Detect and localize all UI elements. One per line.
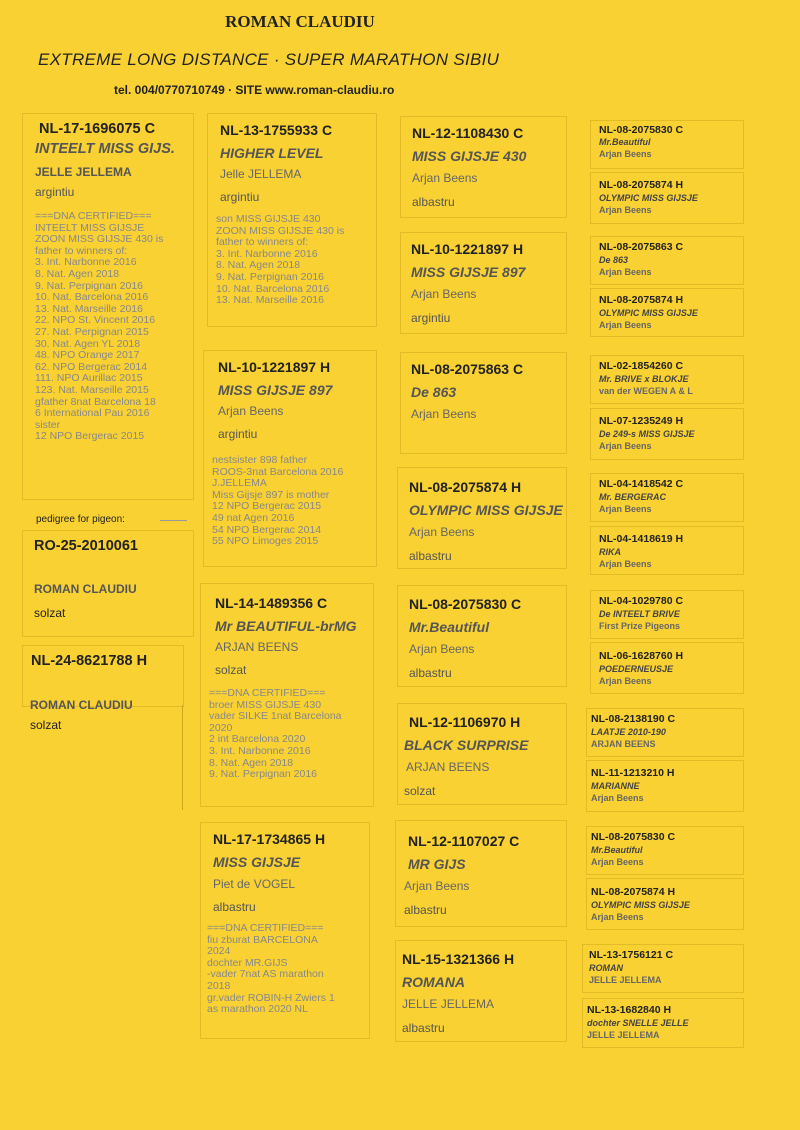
- gp-notes: nestsister 898 father ROOS-3nat Barcelona 2016 J.JELLEMA Miss Gijsje 897 is mother 12 NPO Bergerac 2015 49 nat Agen 2016 54 NPO Bergerac 2014 55 NPO Limoges 2015: [212, 454, 344, 548]
- breeder-name: ROMAN CLAUDIU: [225, 12, 375, 31]
- gggp-name: Mr. BERGERAC: [599, 492, 667, 502]
- ggp-ring: NL-12-1108430 C: [412, 125, 524, 141]
- gp-ring: NL-13-1755933 C: [220, 122, 333, 138]
- gggp-card: [590, 642, 744, 694]
- subject-ring: RO-25-2010061: [34, 538, 138, 554]
- gggp-card: [590, 236, 744, 285]
- father-ring: NL-17-1696075 C: [39, 121, 156, 137]
- gp-color: albastru: [213, 900, 256, 914]
- ggp-owner: JELLE JELLEMA: [402, 997, 495, 1011]
- gggp-ring: NL-08-2075830 C: [599, 124, 684, 136]
- father-card: [22, 113, 194, 500]
- breeder-contact: tel. 004/0770710749 · SITE www.roman-claudiu.ro: [114, 83, 395, 97]
- father-color: argintiu: [35, 185, 75, 199]
- gggp-owner: Arjan Beens: [599, 320, 652, 330]
- ggp-card: [395, 820, 567, 927]
- gggp-ring: NL-07-1235249 H: [599, 415, 684, 427]
- gp-card: [207, 113, 377, 327]
- ggp-color: albastru: [412, 195, 455, 209]
- gggp-ring: NL-13-1756121 C: [589, 949, 674, 961]
- gggp-card: [590, 473, 744, 522]
- gggp-ring: NL-08-2138190 C: [591, 713, 676, 725]
- gggp-name: Mr.Beautiful: [591, 845, 643, 855]
- gggp-owner: Arjan Beens: [599, 205, 652, 215]
- subject-owner: ROMAN CLAUDIU: [34, 582, 137, 596]
- ggp-name: BLACK SURPRISE: [404, 737, 529, 753]
- gggp-owner: Arjan Beens: [599, 149, 652, 159]
- gp-notes: son MISS GIJSJE 430 ZOON MISS GIJSJE 430 is father to winners of: 3. Int. Narbonne 2016 8. Nat. Agen 2018 9. Nat. Perpignan 2016 10. Nat. Barcelona 2016 13. Nat. Marseille 2016: [216, 213, 345, 307]
- gggp-ring: NL-04-1029780 C: [599, 595, 684, 607]
- gggp-owner: JELLE JELLEMA: [587, 1030, 660, 1040]
- gggp-name: OLYMPIC MISS GIJSJE: [599, 193, 698, 203]
- gp-notes: ===DNA CERTIFIED=== broer MISS GIJSJE 430 vader SILKE 1nat Barcelona 2020 2 int Barcelona 2020 3. Int. Narbonne 2016 8. Nat. Agen 2018 9. Nat. Perpignan 2016: [209, 687, 342, 781]
- gggp-name: Mr.Beautiful: [599, 137, 651, 147]
- gggp-owner: First Prize Pigeons: [599, 621, 681, 631]
- ggp-card: [400, 352, 567, 454]
- pedigree-label: pedigree for pigeon:: [36, 514, 125, 525]
- father-name: INTEELT MISS GIJS.: [35, 141, 175, 157]
- ggp-owner: ARJAN BEENS: [406, 760, 490, 774]
- ggp-owner: Arjan Beens: [411, 287, 477, 301]
- ggp-ring: NL-08-2075863 C: [411, 361, 524, 377]
- gggp-card: [590, 172, 744, 224]
- ggp-color: albastru: [404, 903, 447, 917]
- mother-color: solzat: [30, 718, 62, 732]
- gggp-ring: NL-06-1628760 H: [599, 650, 684, 662]
- gggp-name: OLYMPIC MISS GIJSJE: [591, 900, 690, 910]
- gp-owner: ARJAN BEENS: [215, 640, 299, 654]
- gp-card: [200, 583, 374, 807]
- ggp-owner: Arjan Beens: [411, 407, 477, 421]
- ggp-name: De 863: [411, 384, 457, 400]
- gggp-ring: NL-11-1213210 H: [591, 767, 675, 779]
- father-owner: JELLE JELLEMA: [35, 165, 132, 179]
- gggp-name: dochter SNELLE JELLE: [587, 1018, 689, 1028]
- gggp-card: [586, 708, 744, 757]
- ggp-ring: NL-08-2075830 C: [409, 596, 522, 612]
- ggp-card: [397, 467, 567, 569]
- gp-ring: NL-17-1734865 H: [213, 831, 326, 847]
- gggp-card: [582, 944, 744, 993]
- ggp-name: MR GIJS: [408, 856, 466, 872]
- ggp-owner: Arjan Beens: [412, 171, 478, 185]
- gggp-name: ROMAN: [589, 963, 623, 973]
- gp-name: HIGHER LEVEL: [220, 145, 324, 161]
- gp-name: Mr BEAUTIFUL-brMG: [215, 618, 357, 634]
- gp-ring: NL-10-1221897 H: [218, 359, 331, 375]
- mother-connector: [182, 705, 183, 810]
- ggp-card: [395, 940, 567, 1042]
- gggp-card: [586, 760, 744, 812]
- gggp-owner: ARJAN BEENS: [591, 739, 656, 749]
- gggp-name: Mr. BRIVE x BLOKJE: [599, 374, 689, 384]
- ggp-card: [397, 703, 567, 805]
- gggp-ring: NL-08-2075863 C: [599, 241, 684, 253]
- gp-owner: Piet de VOGEL: [213, 877, 296, 891]
- ggp-ring: NL-15-1321366 H: [402, 951, 515, 967]
- mother-ring: NL-24-8621788 H: [31, 653, 148, 669]
- gggp-owner: Arjan Beens: [599, 676, 652, 686]
- gggp-ring: NL-04-1418619 H: [599, 533, 684, 545]
- gggp-name: OLYMPIC MISS GIJSJE: [599, 308, 698, 318]
- gggp-name: POEDERNEUSJE: [599, 664, 674, 674]
- ggp-color: solzat: [404, 784, 436, 798]
- ggp-owner: Arjan Beens: [409, 642, 475, 656]
- gp-name: MISS GIJSJE 897: [218, 382, 333, 398]
- gggp-ring: NL-02-1854260 C: [599, 360, 684, 372]
- gp-card: [200, 822, 370, 1039]
- gp-owner: Arjan Beens: [218, 404, 284, 418]
- ggp-ring: NL-12-1106970 H: [409, 714, 521, 730]
- gggp-name: De 249-s MISS GIJSJE: [599, 429, 695, 439]
- father-notes: ===DNA CERTIFIED=== INTEELT MISS GIJSJE ZOON MISS GIJSJE 430 is father to winners of: 3. Int. Narbonne 2016 8. Nat. Agen 2018 9. Nat. Perpignan 2016 10. Nat. Barcelona 2016 13. Nat. Marseille 2016 22. NPO St. Vincent 2016 27. Nat. Perpignan 2015 30. Nat. Agen YL 2018 48. NPO Orange 2017 62. NPO Bergerac 2014 111. NPO Aurillac 2015 123. Nat. Marseille 2015 gfather 8nat Barcelona 18 6 International Pau 2016 sister 12 NPO Bergerac 2015: [35, 210, 164, 443]
- gggp-owner: Arjan Beens: [599, 559, 652, 569]
- gggp-card: [590, 288, 744, 337]
- gggp-name: LAATJE 2010-190: [591, 727, 666, 737]
- gggp-owner: Arjan Beens: [599, 504, 652, 514]
- gp-notes: ===DNA CERTIFIED=== fiu zburat BARCELONA 2024 dochter MR.GIJS -vader 7nat AS marathon 2018 gr.vader ROBIN-H Zwiers 1 as marathon 2020 NL: [207, 922, 335, 1016]
- gp-card: [203, 350, 377, 567]
- ggp-card: [400, 116, 567, 218]
- ggp-name: OLYMPIC MISS GIJSJE: [409, 502, 563, 518]
- ggp-color: argintiu: [411, 311, 451, 325]
- ggp-owner: Arjan Beens: [404, 879, 470, 893]
- gp-owner: Jelle JELLEMA: [220, 167, 302, 181]
- gggp-name: MARIANNE: [591, 781, 640, 791]
- gggp-owner: Arjan Beens: [599, 441, 652, 451]
- ggp-name: MISS GIJSJE 897: [411, 264, 526, 280]
- gp-color: argintiu: [220, 190, 260, 204]
- gggp-ring: NL-13-1682840 H: [587, 1004, 672, 1016]
- ggp-owner: Arjan Beens: [409, 525, 475, 539]
- gggp-card: [590, 355, 744, 404]
- ggp-name: ROMANA: [402, 974, 465, 990]
- ggp-color: albastru: [409, 549, 452, 563]
- gggp-owner: Arjan Beens: [599, 267, 652, 277]
- gggp-card: [586, 826, 744, 875]
- subject-color: solzat: [34, 606, 66, 620]
- gggp-card: [590, 408, 744, 460]
- gggp-owner: Arjan Beens: [591, 857, 644, 867]
- ggp-ring: NL-12-1107027 C: [408, 833, 520, 849]
- ggp-name: MISS GIJSJE 430: [412, 148, 527, 164]
- gp-color: argintiu: [218, 427, 258, 441]
- gggp-ring: NL-08-2075874 H: [599, 294, 684, 306]
- gggp-card: [590, 526, 744, 575]
- gggp-owner: Arjan Beens: [591, 912, 644, 922]
- gggp-card: [590, 120, 744, 169]
- pedigree-divider: [160, 520, 187, 521]
- gggp-ring: NL-08-2075874 H: [591, 886, 676, 898]
- ggp-card: [400, 232, 567, 334]
- ggp-ring: NL-10-1221897 H: [411, 241, 524, 257]
- ggp-color: albastru: [402, 1021, 445, 1035]
- gp-name: MISS GIJSJE: [213, 854, 301, 870]
- gggp-ring: NL-08-2075874 H: [599, 179, 684, 191]
- breeder-subtitle: EXTREME LONG DISTANCE · SUPER MARATHON SIBIU: [38, 50, 500, 69]
- gp-ring: NL-14-1489356 C: [215, 595, 328, 611]
- gggp-owner: Arjan Beens: [591, 793, 644, 803]
- gggp-ring: NL-04-1418542 C: [599, 478, 684, 490]
- gggp-name: De 863: [599, 255, 629, 265]
- ggp-ring: NL-08-2075874 H: [409, 479, 522, 495]
- gggp-card: [586, 878, 744, 930]
- gggp-name: De INTEELT BRIVE: [599, 609, 680, 619]
- ggp-card: [397, 585, 567, 687]
- gggp-owner: van der WEGEN A & L: [599, 386, 693, 396]
- gggp-owner: JELLE JELLEMA: [589, 975, 662, 985]
- ggp-name: Mr.Beautiful: [409, 619, 490, 635]
- gggp-name: RIKA: [599, 547, 621, 557]
- gggp-card: [590, 590, 744, 639]
- gp-color: solzat: [215, 663, 247, 677]
- gggp-card: [582, 998, 744, 1048]
- mother-owner: ROMAN CLAUDIU: [30, 698, 133, 712]
- ggp-color: albastru: [409, 666, 452, 680]
- gggp-ring: NL-08-2075830 C: [591, 831, 676, 843]
